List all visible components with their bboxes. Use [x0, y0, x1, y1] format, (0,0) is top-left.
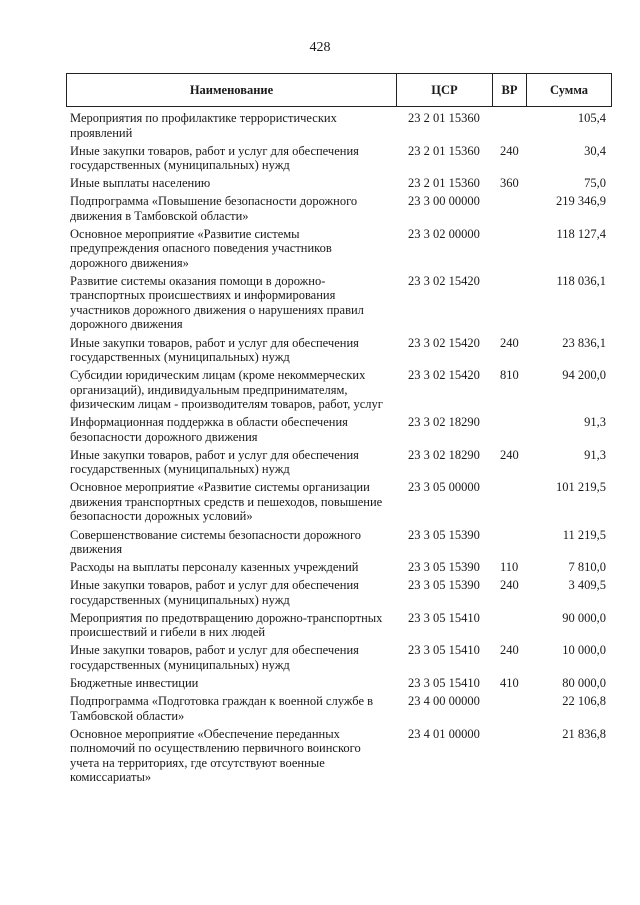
row-vr [492, 194, 526, 223]
row-csr: 23 2 01 15360 [408, 111, 480, 125]
row-name: Совершенствование системы безопасности дорожного движения [70, 527, 362, 557]
row-name: Бюджетные инвестиции [70, 676, 199, 690]
row-vr [492, 415, 526, 444]
row-csr: 23 3 05 15390 [408, 578, 480, 593]
row-sum: 80 000,0 [562, 676, 606, 690]
row-vr: 240 [500, 643, 519, 658]
row-sum: 75,0 [584, 176, 606, 191]
row-name: Иные закупки товаров, работ и услуг для обеспечения государственных (муниципальных) нужд [70, 143, 359, 173]
table-row [66, 560, 612, 575]
row-csr: 23 3 05 15410 [408, 643, 480, 658]
row-name: Основное мероприятие «Развитие системы организации движения транспортных средств и пешеходов, повышение безопасности дорожных условий» [70, 480, 383, 524]
table-row [66, 578, 612, 607]
row-name: Развитие системы оказания помощи в дорожно-транспортных происшествиях и информирования участников дорожного движения о нарушениях правил дорожного движения [70, 273, 364, 332]
table-row [66, 643, 612, 672]
table-row [66, 448, 612, 477]
table-body [66, 107, 612, 785]
table-row [66, 480, 612, 524]
row-name: Подпрограмма «Подготовка граждан к военной службе в Тамбовской области» [70, 694, 374, 723]
row-vr [492, 727, 526, 785]
row-csr: 23 3 02 15420 [408, 335, 480, 350]
row-sum: 22 106,8 [562, 694, 606, 709]
row-name: Иные закупки товаров, работ и услуг для обеспечения государственных (муниципальных) нужд [70, 447, 359, 477]
table-row [66, 144, 612, 173]
row-csr: 23 3 02 00000 [408, 226, 480, 241]
row-vr [492, 111, 526, 140]
table-row [66, 194, 612, 223]
row-sum: 30,4 [584, 143, 606, 158]
row-vr [492, 528, 526, 557]
row-vr: 240 [500, 143, 519, 158]
row-csr: 23 3 05 00000 [408, 480, 480, 495]
row-csr: 23 3 02 18290 [408, 415, 480, 430]
header-csr: ЦСР [396, 74, 492, 106]
row-vr: 410 [500, 676, 519, 690]
row-name: Информационная поддержка в области обеспечения безопасности дорожного движения [70, 415, 348, 444]
row-sum: 101 219,5 [556, 480, 606, 495]
table-row [66, 694, 612, 723]
row-sum: 91,3 [584, 447, 606, 462]
header-sum: Сумма [526, 74, 612, 106]
row-vr: 240 [500, 447, 519, 462]
table-row [66, 676, 612, 691]
row-name: Мероприятия по предотвращению дорожно-транспортных происшествий и гибели в них людей [70, 610, 383, 640]
row-name: Иные закупки товаров, работ и услуг для обеспечения государственных (муниципальных) нужд [70, 578, 359, 607]
row-vr: 110 [500, 560, 519, 575]
row-name: Основное мероприятие «Развитие системы предупреждения опасного поведения участников дорожного движения» [70, 226, 332, 270]
row-name: Субсидии юридическим лицам (кроме некоммерческих организаций), индивидуальным предпринимателям, физическим лицам - производителям товаров, работ, услуг [70, 368, 383, 412]
row-csr: 23 3 02 15420 [408, 368, 480, 383]
row-csr: 23 3 00 00000 [408, 194, 480, 209]
row-vr: 810 [500, 368, 519, 383]
row-vr [492, 274, 526, 332]
row-name: Подпрограмма «Повышение безопасности дорожного движения в Тамбовской области» [70, 194, 358, 223]
row-sum: 118 127,4 [556, 226, 606, 241]
row-csr: 23 3 05 15410 [408, 676, 480, 690]
table-row [66, 274, 612, 332]
page-number: 428 [309, 40, 331, 55]
budget-table [66, 73, 612, 788]
row-name: Расходы на выплаты персоналу казенных учреждений [70, 560, 359, 575]
row-sum: 3 409,5 [568, 578, 606, 593]
table-row [66, 727, 612, 785]
row-sum: 10 000,0 [562, 643, 606, 658]
row-sum: 118 036,1 [556, 273, 606, 288]
row-sum: 23 836,1 [562, 335, 606, 350]
table-row [66, 528, 612, 557]
row-csr: 23 3 02 18290 [408, 447, 480, 462]
row-name: Основное мероприятие «Обеспечение переданных полномочий по осуществлению первичного воинского учета на территориях, где отсутствуют военные комиссариаты» [70, 726, 361, 785]
row-csr: 23 3 05 15390 [408, 560, 480, 575]
row-sum: 11 219,5 [562, 527, 606, 542]
header-vr: ВР [492, 74, 526, 106]
table-row [66, 336, 612, 365]
row-csr: 23 3 05 15390 [408, 527, 480, 542]
row-csr: 23 2 01 15360 [408, 143, 480, 158]
row-csr: 23 4 00 00000 [408, 694, 480, 709]
row-vr [492, 480, 526, 524]
row-name: Иные выплаты населению [70, 176, 211, 191]
header-name: Наименование [66, 74, 396, 106]
table-header [66, 73, 612, 107]
table-row [66, 415, 612, 444]
row-sum: 21 836,8 [562, 726, 606, 741]
row-name: Иные закупки товаров, работ и услуг для обеспечения государственных (муниципальных) нужд [70, 335, 359, 365]
row-sum: 91,3 [584, 415, 606, 430]
row-vr: 360 [500, 176, 519, 191]
row-vr [492, 611, 526, 640]
table-row [66, 227, 612, 271]
row-name: Мероприятия по профилактике террористических проявлений [70, 111, 337, 140]
row-vr [492, 694, 526, 723]
row-sum: 90 000,0 [562, 610, 606, 625]
row-sum: 105,4 [577, 111, 606, 125]
row-csr: 23 2 01 15360 [408, 176, 480, 191]
row-name: Иные закупки товаров, работ и услуг для обеспечения государственных (муниципальных) нужд [70, 643, 359, 672]
row-sum: 94 200,0 [562, 368, 606, 383]
row-csr: 23 4 01 00000 [408, 726, 480, 741]
table-row [66, 368, 612, 412]
row-vr: 240 [500, 578, 519, 593]
row-vr [492, 227, 526, 271]
table-row [66, 111, 612, 140]
row-csr: 23 3 05 15410 [408, 610, 480, 625]
row-sum: 219 346,9 [556, 194, 606, 209]
row-sum: 7 810,0 [568, 560, 606, 575]
table-row [66, 611, 612, 640]
row-csr: 23 3 02 15420 [408, 273, 480, 288]
row-vr: 240 [500, 335, 519, 350]
table-row [66, 176, 612, 191]
